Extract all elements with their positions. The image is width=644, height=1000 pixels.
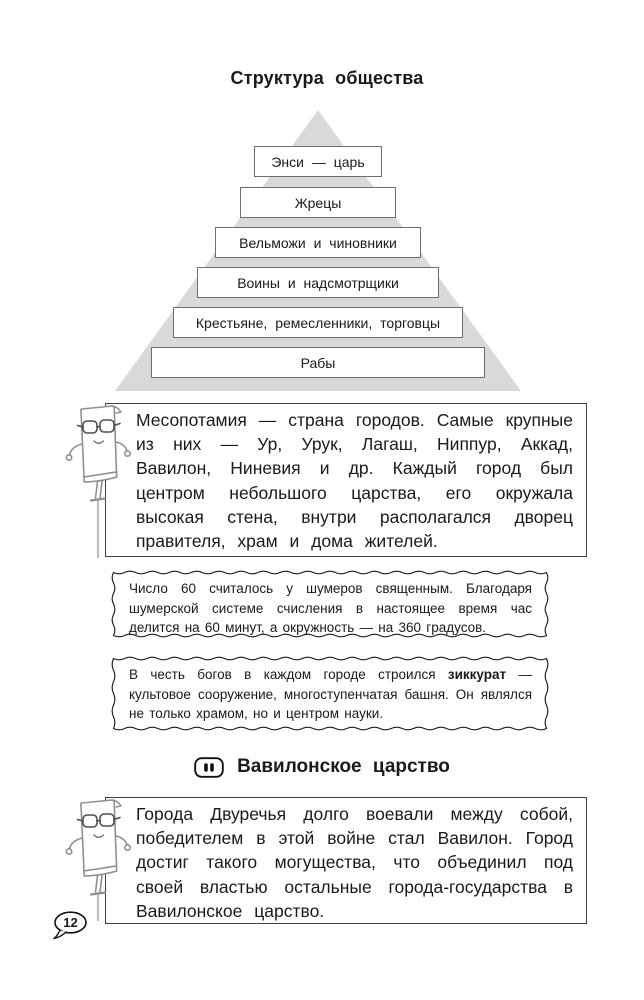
pyramid-level-label: Энси — царь bbox=[271, 153, 365, 170]
pyramid-level-label: Жрецы bbox=[294, 194, 342, 211]
pyramid-level-label: Крестьяне, ремесленники, торговцы bbox=[195, 314, 441, 331]
pyramid-level-slaves bbox=[151, 347, 485, 378]
fact-box-ziggurat bbox=[110, 655, 550, 732]
pause-icon bbox=[194, 757, 224, 778]
pyramid-level-nobles bbox=[215, 227, 421, 258]
ziggurat-text-before: В честь богов в каждом городе строился bbox=[129, 667, 448, 682]
book-character-icon bbox=[58, 397, 132, 558]
fact-sixty-text: Число 60 считалось у шумеров священным. Благодаря шумерской системе счисления в настоящее время час делится на 60 минут, а окружность — на 360 градусов. bbox=[129, 581, 532, 635]
fact-box-number-sixty bbox=[110, 569, 550, 639]
mesopotamia-text: Месопотамия — страна городов. Самые крупные из них — Ур, Урук, Лагаш, Ниппур, Аккад, Вавилон, Ниневия и др. Каждый город был центром небольшого царства, его окружала высокая стена, внутри располагался дворец правителя, храм и дома жителей. bbox=[136, 410, 573, 552]
book-character-icon bbox=[58, 791, 132, 921]
section-heading bbox=[0, 752, 644, 782]
pyramid-level-ensi bbox=[254, 146, 382, 177]
page-title: Структура общества bbox=[230, 68, 424, 88]
section-title: Вавилонское царство bbox=[237, 756, 450, 777]
fact-ziggurat-text bbox=[110, 655, 550, 724]
pyramid-level-label: Вельможи и чиновники bbox=[239, 234, 397, 251]
pyramid-level-priests bbox=[240, 187, 396, 218]
pyramid-level-warriors bbox=[197, 267, 439, 298]
ziggurat-term: зиккурат bbox=[447, 667, 507, 682]
pyramid-level-label: Рабы bbox=[300, 354, 336, 371]
babylon-text: Города Двуречья долго воевали между собой, победителем в этой войне стал Вавилон. Город достиг такого могущества, что объединил под своей властью остальные города-государства в Вавилонское царство. bbox=[136, 804, 573, 921]
page-number: 12 bbox=[63, 915, 78, 930]
mesopotamia-info-box bbox=[105, 403, 587, 557]
pyramid-level-label: Воины и надсмотрщики bbox=[237, 274, 399, 291]
pyramid-level-peasants bbox=[173, 307, 463, 338]
ziggurat-text-after: — культовое сооружение, многоступенчатая башня. Он являлся не только храмом, но и центром науки. bbox=[129, 667, 532, 721]
babylon-info-box bbox=[105, 797, 587, 924]
